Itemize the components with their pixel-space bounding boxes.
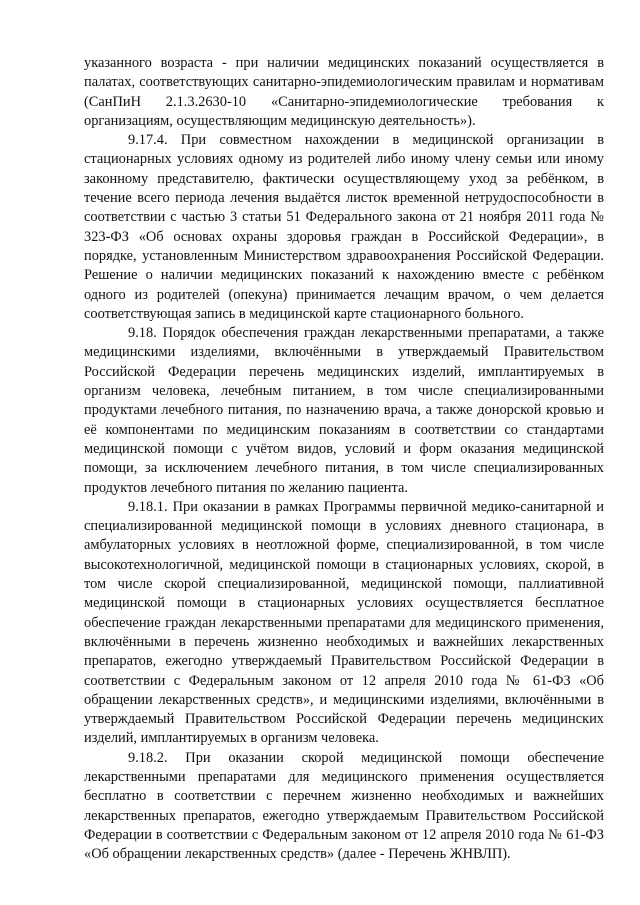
document-page	[84, 54, 604, 864]
paragraph-9-18-2: 9.18.2. При оказании скорой медицинской помощи обеспечение лекарственными препаратами для медицинского применения осуществляется бесплатно в соответствии с перечнем жизненно необходимых и важнейших лекарственных препаратов, ежегодно утверждаемым Правительством Российской Федерации в соответствии с Федеральным законом от 12 апреля 2010 года № 61-ФЗ «Об обращении лекарственных средств» (далее - Перечень ЖНВЛП).	[84, 749, 604, 863]
paragraph-9-17-4: 9.17.4. При совместном нахождении в медицинской организации в стационарных условиях одному из родителей либо иному члену семьи или иному законному представителю, фактически осуществляющему уход за ребёнком, в течение всего периода лечения выдаётся листок временной нетрудоспособности в соответствии с частью 3 статьи 51 Федерального закона от 21 ноября 2011 года № 323-ФЗ «Об основах охраны здоровья граждан в Российской Федерации», в порядке, установленным Министерством здравоохранения Российской Федерации. Решение о наличии медицинских показаний к нахождению вместе с ребёнком одного из родителей (опекуна) принимается лечащим врачом, о чем делается соответствующая запись в медицинской карте стационарного больного.	[84, 132, 604, 322]
paragraph-continuation: указанного возраста - при наличии медицинских показаний осуществляется в палатах, соответствующих санитарно-эпидемиологическим правилам и нормативам (СанПиН 2.1.3.2630-10 «Санитарно-эпидемиологические требования к организациям, осуществляющим медицинскую деятельность»).	[84, 55, 604, 129]
paragraph-9-18: 9.18. Порядок обеспечения граждан лекарственными препаратами, а также медицинскими изделиями, включёнными в утверждаемый Правительством Российской Федерации перечень медицинских изделий, имплантируемых в организм человека, лечебным питанием, в том числе специализированными продуктами лечебного питания, по назначению врача, а также донорской кровью и её компонентами по медицинским показаниям в соответствии со стандартами медицинской помощи с учётом видов, условий и форм оказания медицинской помощи, за исключением лечебного питания, в том числе специализированных продуктов лечебного питания по желанию пациента.	[84, 325, 604, 496]
paragraph-9-18-1: 9.18.1. При оказании в рамках Программы первичной медико-санитарной и специализированной медицинской помощи в условиях дневного стационара, в амбулаторных условиях в неотложной форме, специализированной, в том числе высокотехнологичной, медицинской помощи в стационарных условиях, скорой, в том числе скорой специализированной, медицинской помощи, паллиативной медицинской помощи в стационарных условиях осуществляется бесплатное обеспечение граждан лекарственными препаратами для медицинского применения, включёнными в перечень жизненно необходимых и важнейших лекарственных препаратов, ежегодно утверждаемый Правительством Российской Федерации в соответствии с Федеральным законом от 12 апреля 2010 года № 61-ФЗ «Об обращении лекарственных средств», и медицинскими изделиями, включёнными в утверждаемый Правительством Российской Федерации перечень медицинских изделий, имплантируемых в организм человека.	[84, 498, 604, 747]
